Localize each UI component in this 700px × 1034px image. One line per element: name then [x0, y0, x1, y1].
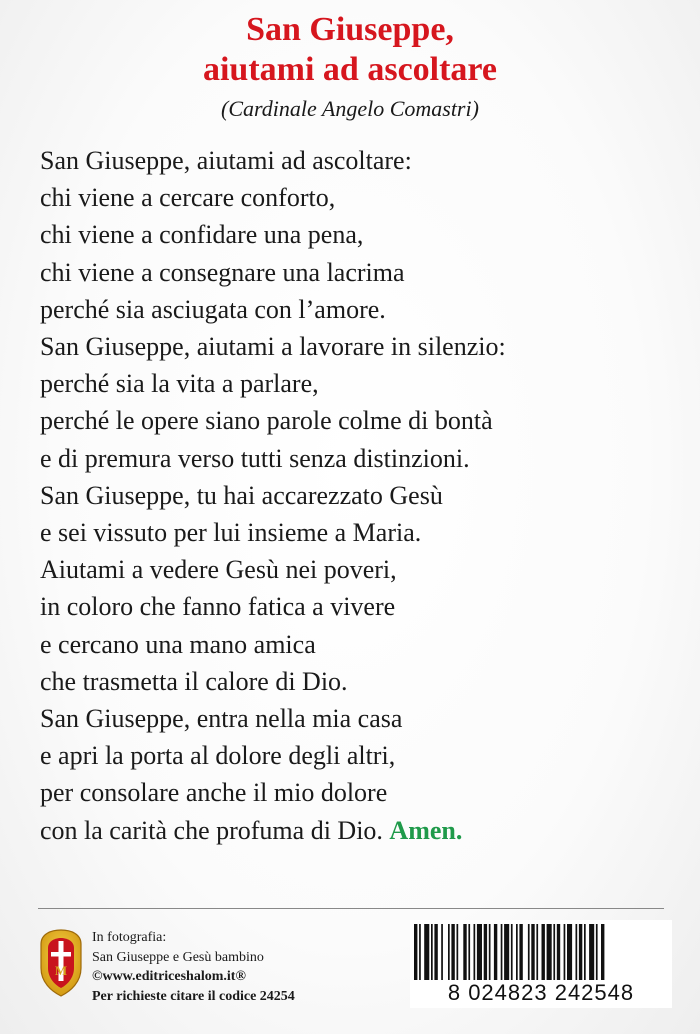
barcode-digits: 8 024823 242548 — [412, 980, 670, 1006]
prayer-line: e sei vissuto per lui insieme a Maria. — [40, 518, 422, 548]
prayer-line: San Giuseppe, entra nella mia casa — [40, 704, 403, 734]
svg-text:M: M — [54, 963, 68, 978]
cross-shield-logo-icon — [38, 928, 84, 998]
title-line-2: aiutami ad ascoltare — [202, 51, 497, 88]
author-subtitle: (Cardinale Angelo Comastri) — [221, 96, 479, 121]
prayer-line: San Giuseppe, aiutami a lavorare in silenzio: — [40, 332, 506, 362]
prayer-last-line — [40, 812, 680, 849]
website-link[interactable]: ©www.editriceshalom.it® — [92, 969, 246, 984]
prayer-line: perché sia la vita a parlare, — [40, 369, 319, 399]
prayer-line: perché le opere siano parole colme di bontà — [40, 406, 493, 436]
photo-label: In fotografia: — [92, 930, 167, 945]
prayer-line: che trasmetta il calore di Dio. — [40, 666, 348, 696]
prayer-title — [0, 10, 700, 90]
prayer-line: in coloro che fanno fatica a vivere — [40, 592, 396, 622]
footer-info — [92, 928, 392, 1006]
prayer-line: e cercano una mano amica — [40, 629, 316, 659]
prayer-line: perché sia asciugata con l’amore. — [40, 294, 386, 324]
prayer-line: per consolare anche il mio dolore — [40, 778, 388, 808]
footer-divider — [38, 908, 664, 909]
prayer-line: San Giuseppe, tu hai accarezzato Gesù — [40, 480, 443, 510]
prayer-line: Aiutami a vedere Gesù nei poveri, — [40, 555, 397, 585]
prayer-text — [40, 142, 680, 849]
code-request: Per richieste citare il codice 24254 — [92, 988, 295, 1004]
prayer-last-line-text: con la carità che profuma di Dio. — [40, 815, 383, 845]
prayer-line: chi viene a cercare conforto, — [40, 183, 336, 213]
prayer-line: e di premura verso tutti senza distinzioni. — [40, 443, 470, 473]
prayer-line: e apri la porta al dolore degli altri, — [40, 741, 396, 771]
prayer-line: San Giuseppe, aiutami ad ascoltare: — [40, 146, 412, 175]
amen-text: Amen. — [389, 815, 463, 845]
title-line-1: San Giuseppe, — [246, 11, 454, 48]
photo-subject: San Giuseppe e Gesù bambino — [92, 949, 264, 965]
prayer-line: chi viene a confidare una pena, — [40, 220, 364, 250]
prayer-line: chi viene a consegnare una lacrima — [40, 257, 405, 287]
